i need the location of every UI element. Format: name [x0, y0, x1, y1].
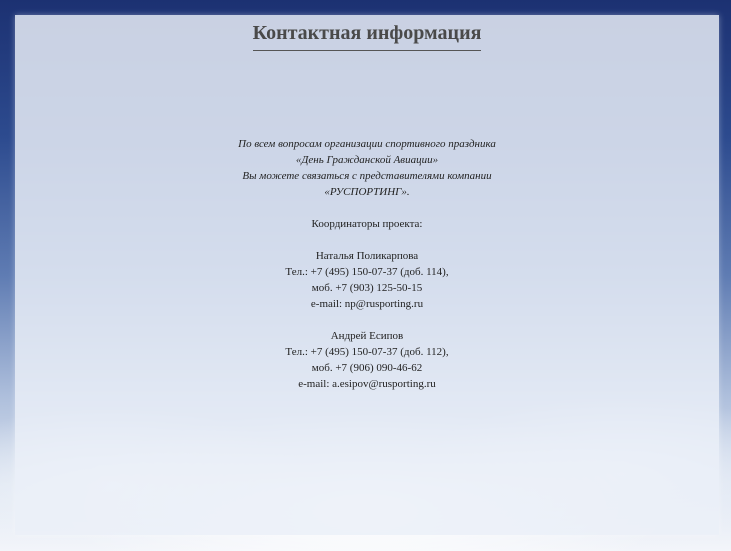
contact-card — [15, 248, 719, 312]
contact-phone: Тел.: +7 (495) 150-07-37 (доб. 112), — [285, 346, 449, 358]
coordinators-label: Координаторы проекта: — [311, 218, 423, 230]
intro-line: Вы можете связаться с представителями компании — [242, 170, 492, 182]
intro-line: «РУСПОРТИНГ». — [324, 186, 410, 198]
intro-line: По всем вопросам организации спортивного праздника — [238, 138, 496, 150]
intro-line: «День Гражданской Авиации» — [295, 154, 439, 166]
contact-email[interactable]: e-mail: a.esipov@rusporting.ru — [298, 378, 436, 390]
content-panel — [15, 15, 719, 535]
intro-text — [15, 136, 719, 200]
spacer — [15, 232, 719, 248]
contact-name: Наталья Поликарпова — [315, 250, 419, 262]
page-title: Контактная информация — [253, 22, 482, 51]
contact-content — [15, 136, 719, 392]
page-title-wrapper — [15, 22, 719, 51]
spacer — [15, 200, 719, 216]
contact-email[interactable]: e-mail: np@rusporting.ru — [310, 298, 424, 310]
contact-mobile: моб. +7 (903) 125-50-15 — [311, 282, 423, 294]
contact-mobile: моб. +7 (906) 090-46-62 — [311, 362, 423, 374]
contact-name: Андрей Есипов — [330, 330, 404, 342]
spacer — [15, 312, 719, 328]
contact-phone: Тел.: +7 (495) 150-07-37 (доб. 114), — [285, 266, 449, 278]
contact-card — [15, 328, 719, 392]
